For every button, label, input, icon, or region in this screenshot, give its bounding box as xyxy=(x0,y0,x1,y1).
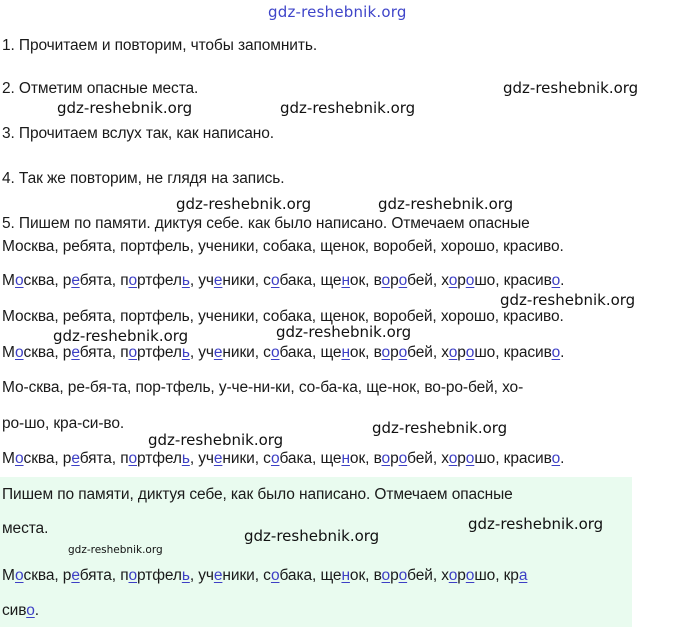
marked-letter: е xyxy=(213,567,223,584)
watermark: gdz-reshebnik.org xyxy=(500,291,636,309)
marked-letter: о xyxy=(381,344,391,361)
marked-letter: о xyxy=(128,450,138,467)
watermark-small: gdz-reshebnik.org xyxy=(68,544,163,556)
marked-letter: о xyxy=(15,567,24,584)
marked-letter: н xyxy=(341,272,350,289)
marked-letter: ь xyxy=(181,344,190,361)
marked-letter: о xyxy=(15,272,24,289)
highlight-line-2: места. xyxy=(2,520,49,537)
watermark: gdz-reshebnik.org xyxy=(378,195,514,213)
marked-letter: е xyxy=(71,344,80,361)
watermark: gdz-reshebnik.org xyxy=(148,431,284,449)
highlight-line-1: Пишем по памяти, диктуя себе, как было написано. Отмечаем опасные xyxy=(2,486,513,503)
watermark: gdz-reshebnik.org xyxy=(503,79,639,97)
watermark: gdz-reshebnik.org xyxy=(57,99,193,117)
marked-letter: о xyxy=(448,344,458,361)
marked-letter: о xyxy=(270,450,280,467)
marked-letter: ь xyxy=(181,450,190,467)
marked-letter: н xyxy=(341,344,350,361)
marked-letter: о xyxy=(465,567,475,584)
sentence-marked: Москва, ребята, портфель, ученики, собака, щенок, воробей, хорошо, красиво. xyxy=(2,272,565,289)
marked-letter: е xyxy=(71,272,80,289)
marked-letter: а xyxy=(518,567,528,584)
marked-letter: н xyxy=(341,567,350,584)
marked-letter: о xyxy=(15,344,24,361)
watermark: gdz-reshebnik.org xyxy=(276,323,412,341)
step-1: 1. Прочитаем и повторим, чтобы запомнить. xyxy=(2,37,318,54)
marked-letter: о xyxy=(398,567,408,584)
watermark: gdz-reshebnik.org xyxy=(280,99,416,117)
step-2: 2. Отметим опасные места. xyxy=(2,80,199,97)
marked-letter: о xyxy=(398,450,408,467)
marked-letter: о xyxy=(398,344,408,361)
marked-letter: о xyxy=(26,602,35,619)
watermark: gdz-reshebnik.org xyxy=(53,327,189,345)
marked-letter: о xyxy=(398,272,408,289)
marked-letter: о xyxy=(551,344,561,361)
marked-letter: о xyxy=(448,450,458,467)
step-4: 4. Так же повторим, не глядя на запись. xyxy=(2,170,285,187)
syllables-line-1: Мо-сква, ре-бя-та, пор-тфель, у-че-ни-ки, со-ба-ка, ще-нок, во-ро-бей, хо- xyxy=(2,379,524,396)
sentence-plain: Москва, ребята, портфель, ученики, собака, щенок, воробей, хорошо, красиво. xyxy=(2,308,564,325)
sentence-marked: Москва, ребята, портфель, ученики, собака, щенок, воробей, хорошо, красиво. xyxy=(2,344,565,361)
marked-letter: е xyxy=(71,450,80,467)
watermark: gdz-reshebnik.org xyxy=(244,527,380,545)
marked-letter: ь xyxy=(181,272,190,289)
marked-letter: о xyxy=(465,450,475,467)
watermark: gdz-reshebnik.org xyxy=(372,419,508,437)
marked-letter: о xyxy=(381,450,391,467)
marked-letter: е xyxy=(71,567,80,584)
marked-letter: о xyxy=(448,272,458,289)
marked-letter: н xyxy=(341,450,350,467)
marked-letter: о xyxy=(270,272,280,289)
marked-letter: о xyxy=(128,344,138,361)
marked-letter: о xyxy=(551,272,561,289)
marked-letter: о xyxy=(270,567,280,584)
marked-letter: о xyxy=(448,567,458,584)
marked-letter: о xyxy=(381,272,391,289)
watermark-top: gdz-reshebnik.org xyxy=(268,3,407,21)
marked-letter: о xyxy=(128,567,138,584)
sentence-marked-split-1: Москва, ребята, портфель, ученики, собака, щенок, воробей, хорошо, кра xyxy=(2,567,528,584)
watermark: gdz-reshebnik.org xyxy=(176,195,312,213)
marked-letter: о xyxy=(465,272,475,289)
syllables-line-2: ро-шо, кра-си-во. xyxy=(2,415,125,432)
marked-letter: о xyxy=(465,344,475,361)
sentence-plain: Москва, ребята, портфель, ученики, собака, щенок, воробей, хорошо, красиво. xyxy=(2,238,564,255)
step-5: 5. Пишем по памяти. диктуя себе. как было написано. Отмечаем опасные xyxy=(2,215,530,232)
sentence-marked: Москва, ребята, портфель, ученики, собака, щенок, воробей, хорошо, красиво. xyxy=(2,450,565,467)
marked-letter: о xyxy=(128,272,138,289)
marked-letter: ь xyxy=(181,567,190,584)
marked-letter: о xyxy=(381,567,391,584)
marked-letter: о xyxy=(15,450,24,467)
watermark: gdz-reshebnik.org xyxy=(468,515,604,533)
marked-letter: е xyxy=(213,272,223,289)
marked-letter: о xyxy=(551,450,561,467)
sentence-marked-split-2: сиво. xyxy=(2,602,39,619)
marked-letter: е xyxy=(213,344,223,361)
marked-letter: о xyxy=(270,344,280,361)
marked-letter: е xyxy=(213,450,223,467)
step-3: 3. Прочитаем вслух так, как написано. xyxy=(2,125,274,142)
